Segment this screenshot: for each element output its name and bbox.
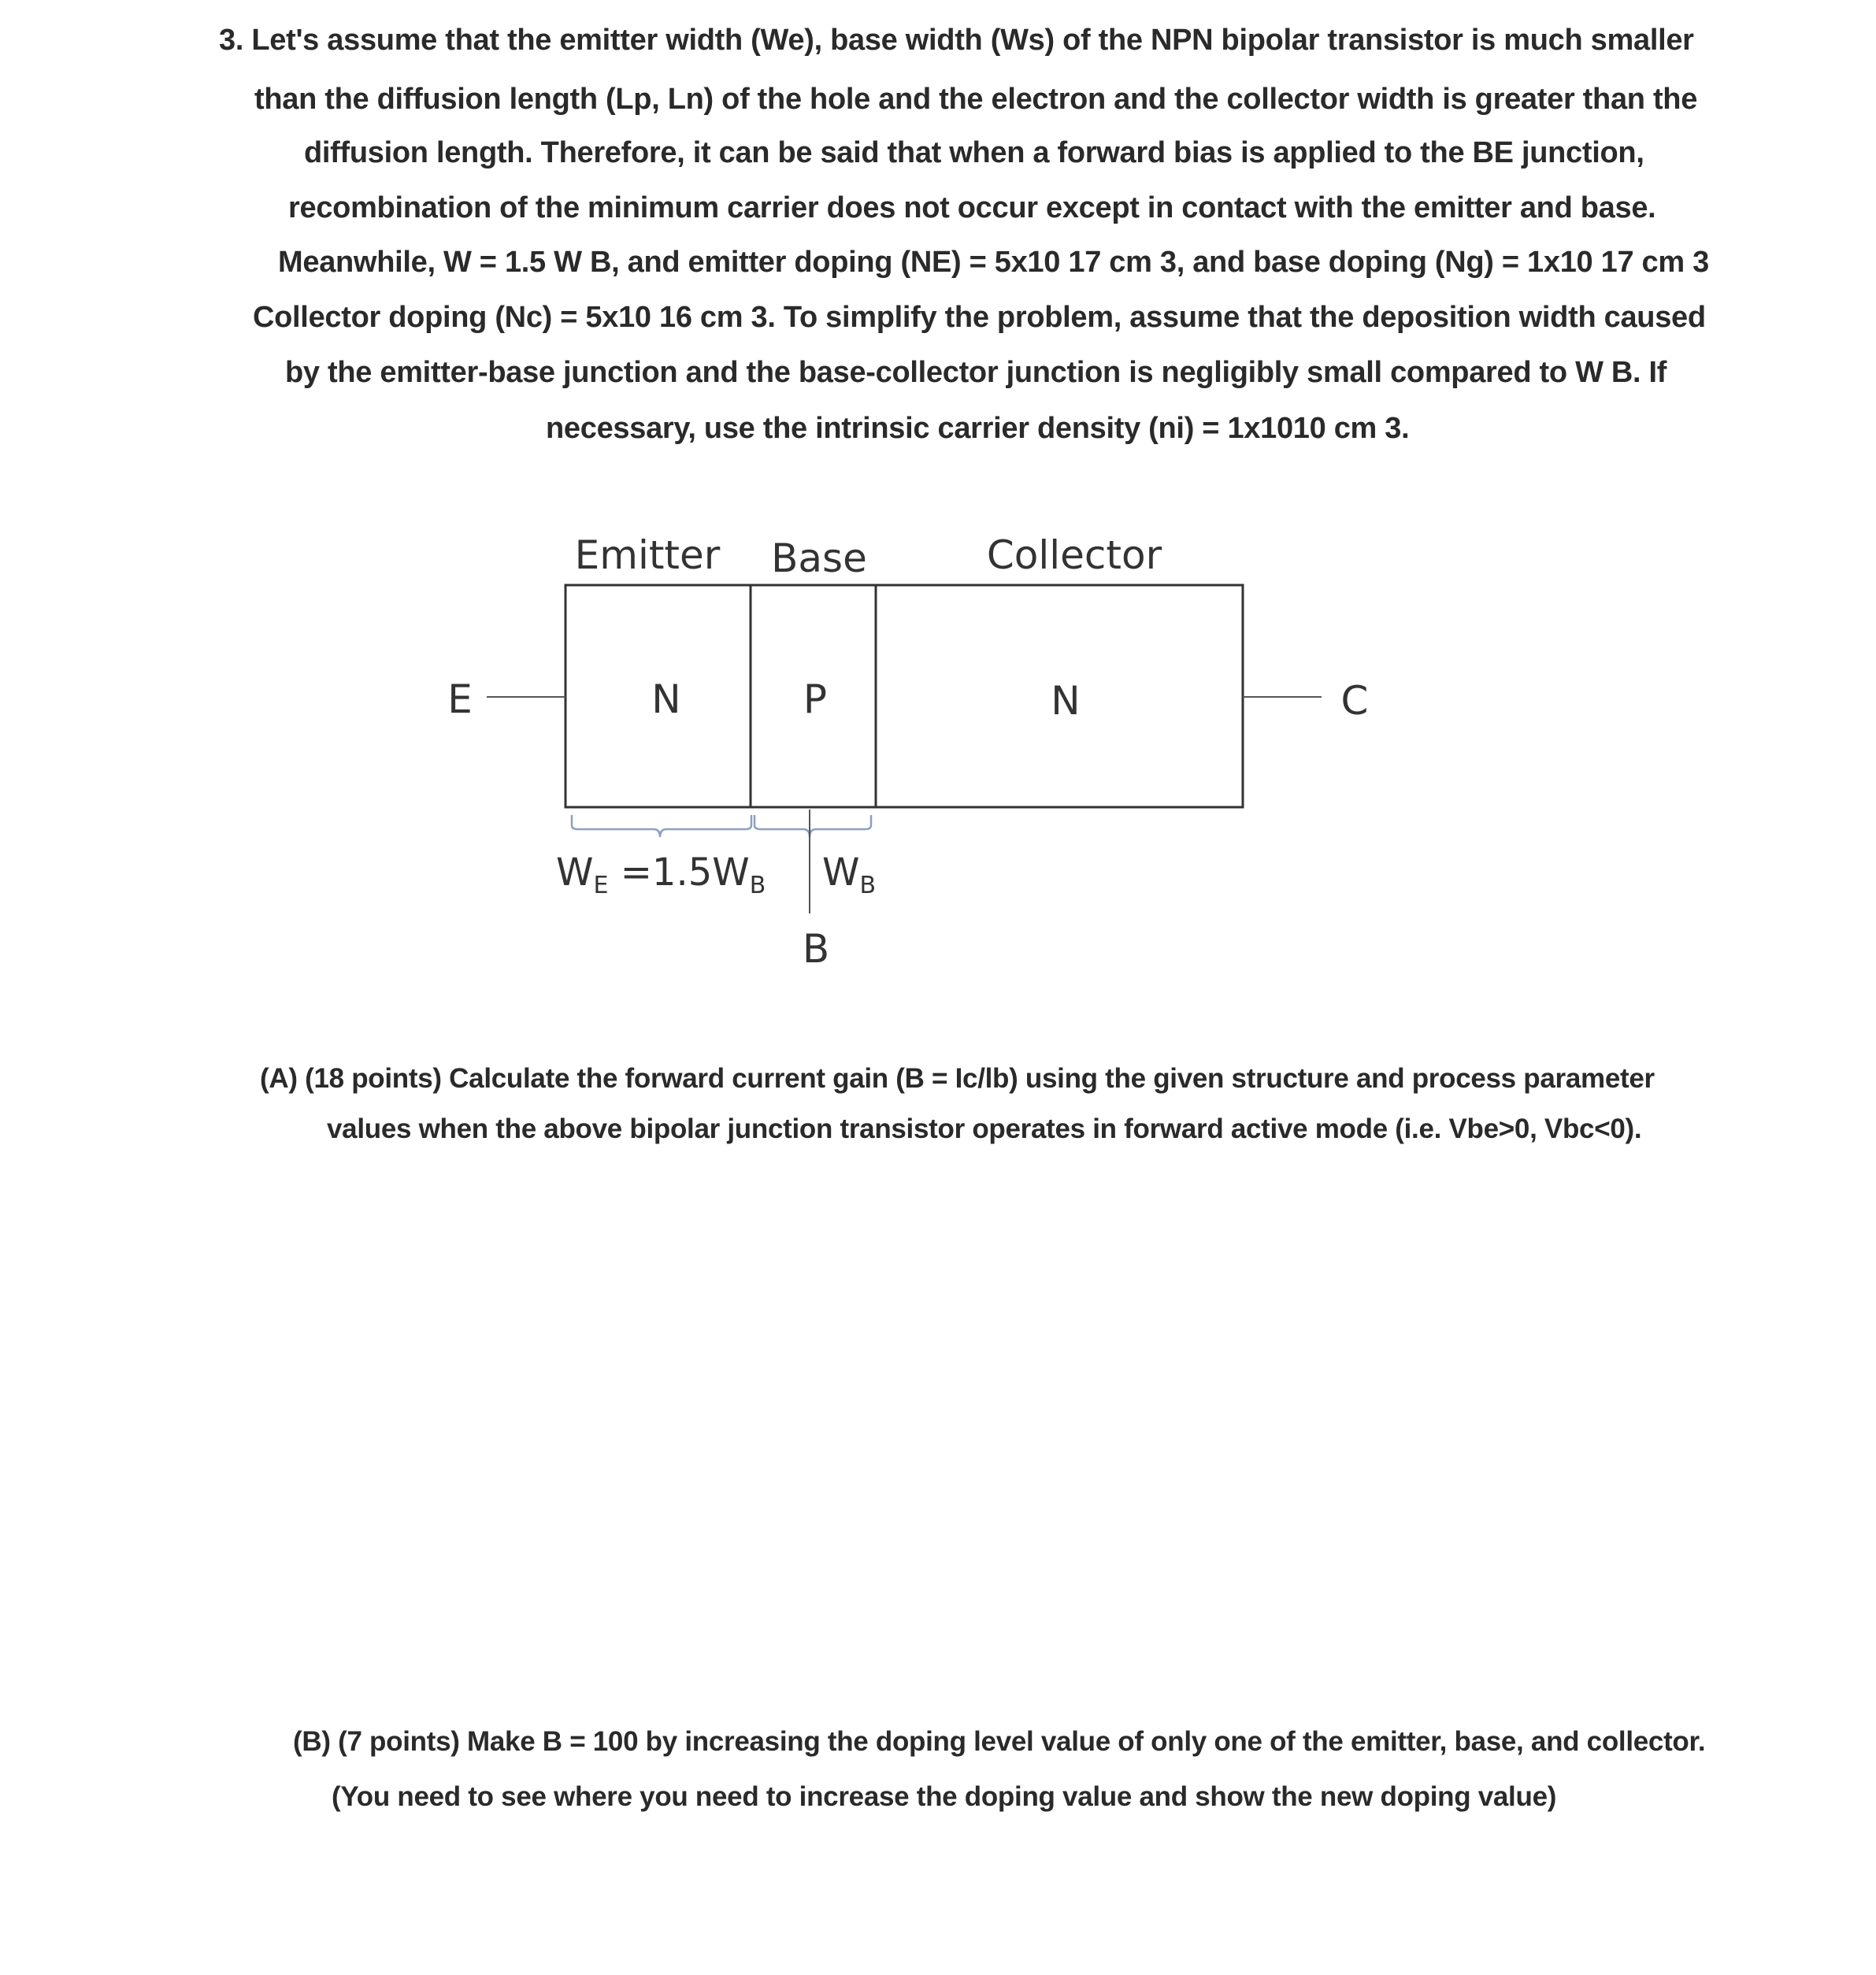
we-rest-sub: B bbox=[749, 872, 766, 899]
wb-sub: B bbox=[859, 872, 877, 899]
collector-label: Collector bbox=[986, 532, 1162, 578]
wb-main: W bbox=[822, 850, 860, 895]
terminal-c: C bbox=[1340, 678, 1369, 724]
emitter-width-label bbox=[556, 850, 766, 899]
problem-line-8: necessary, use the intrinsic carrier density (ni) = 1x1010 cm 3. bbox=[546, 412, 1410, 445]
question-b-line-1: (B) (7 points) Make B = 100 by increasing the doping level value of only one of the emitter, base, and collector. bbox=[293, 1726, 1706, 1757]
emitter-label: Emitter bbox=[574, 532, 721, 578]
problem-line-6: Collector doping (Nc) = 5x10 16 cm 3. To simplify the problem, assume that the deposition width caused bbox=[253, 301, 1706, 334]
question-a-line-2: values when the above bipolar junction transistor operates in forward active mode (i.e. Vbe>0, Vbc<0). bbox=[327, 1113, 1642, 1144]
base-label: Base bbox=[771, 535, 867, 581]
question-b-line-2: (You need to see where you need to increase the doping value and show the new doping value) bbox=[332, 1781, 1557, 1812]
collector-type: N bbox=[1051, 678, 1081, 724]
problem-line-7: by the emitter-base junction and the base-collector junction is negligibly small compared to W B. If bbox=[285, 356, 1667, 389]
we-rest: =1.5W bbox=[608, 850, 750, 895]
base-width-brace bbox=[754, 815, 871, 837]
problem-line-3: diffusion length. Therefore, it can be said that when a forward bias is applied to the BE junction, bbox=[304, 136, 1644, 169]
base-type: P bbox=[803, 676, 828, 722]
problem-line-4: recombination of the minimum carrier does not occur except in contact with the emitter and base. bbox=[288, 191, 1656, 224]
we-sub: E bbox=[593, 872, 609, 899]
question-a-line-1: (A) (18 points) Calculate the forward current gain (B = Ic/lb) using the given structure and process parameter bbox=[260, 1063, 1655, 1094]
emitter-width-brace bbox=[572, 815, 751, 837]
we-main: W bbox=[556, 850, 594, 895]
base-width-label bbox=[822, 850, 876, 899]
problem-line-1: 3. Let's assume that the emitter width (We), base width (Ws) of the NPN bipolar transistor is much smaller bbox=[219, 24, 1694, 57]
terminal-b: B bbox=[802, 926, 830, 972]
problem-line-5: Meanwhile, W = 1.5 W B, and emitter doping (NE) = 5x10 17 cm 3, and base doping (Ng) = 1x10 17 cm 3 bbox=[278, 246, 1709, 279]
terminal-e: E bbox=[447, 676, 473, 722]
emitter-type: N bbox=[651, 676, 681, 722]
problem-line-2: than the diffusion length (Lp, Ln) of the hole and the electron and the collector width is greater than the bbox=[254, 83, 1698, 116]
